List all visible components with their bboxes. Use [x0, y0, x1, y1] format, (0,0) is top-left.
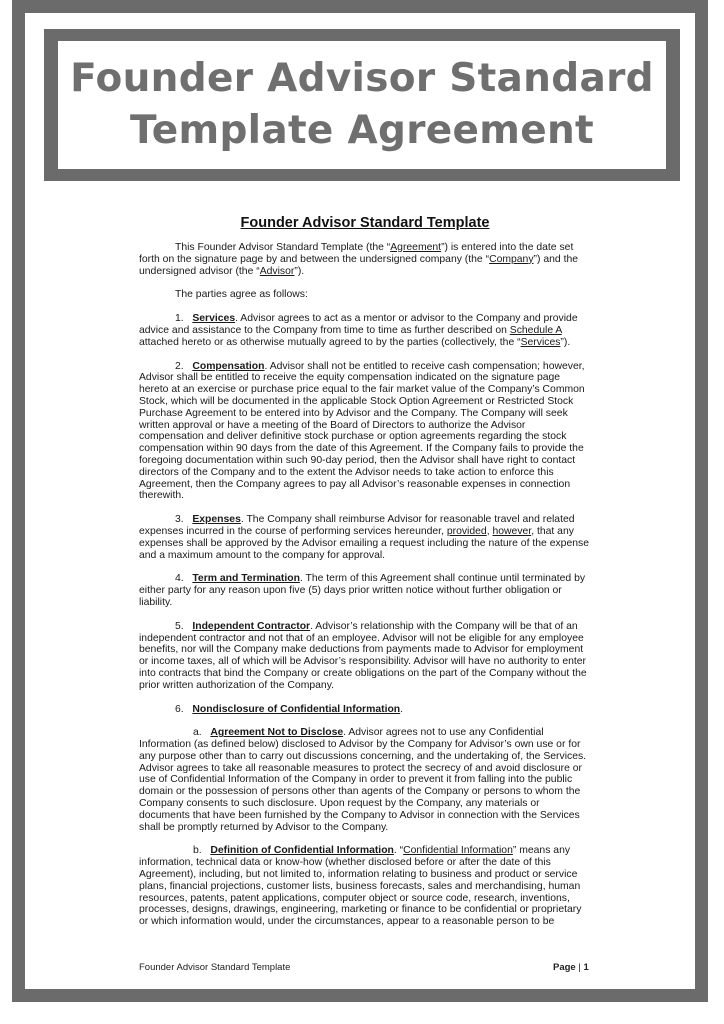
- section-heading: Definition of Confidential Information: [210, 845, 394, 857]
- defined-term-advisor: Advisor: [259, 265, 295, 277]
- section-expenses: 3. Expenses. The Company shall reimburse Advisor for reasonable travel and related expenses incurred in the course of performing services hereunder, provided, however, that any expenses shall be approved by the Advisor emailing a request including the nature of the expense and a maximum amount to the company for approval.: [139, 514, 589, 561]
- schedule-a-reference: Schedule A: [509, 324, 562, 336]
- defined-term-confidential-information: Confidential Information: [403, 845, 513, 857]
- section-compensation: 2. Compensation. Advisor shall not be entitled to receive cash compensation; however, Advisor shall be entitled to receive the equity compensation indicated on the signature page hereto at an exercise or purchase price equal to the fair market value of the Company’s Common Stock, which will be documented in the applicable Stock Option Agreement or Restricted Stock Purchase Agreement to be entered into by Advisor and the Company. The Company will seek written approval or have a meeting of the Board of Directors to authorize the Advisor compensation and deliver definitive stock purchase or option agreements regarding the stock compensation within 90 days from the date of this Agreement. If the Company fails to provide the foregoing documentation within such 90-day period, then the Advisor shall have right to contact directors of the Company and to the extent the Advisor needs to take action to enforce this Agreement, then the Company agrees to pay all Advisor’s reasonable expenses in connection therewith.: [139, 360, 585, 502]
- defined-term-company: Company: [489, 253, 534, 265]
- defined-term-services: Services: [520, 336, 561, 348]
- section-term-termination: 4. Term and Termination. The term of this Agreement shall continue until terminated by either party for any reason upon five (5) days prior written notice without further obligation or liability.: [139, 573, 586, 608]
- section-nondisclosure: 6. Nondisclosure of Confidential Information.: [175, 703, 404, 715]
- intro-paragraph: This Founder Advisor Standard Template (the “Agreement”) is entered into the date set forth on the signature page by and between the undersigned company (the “Company”) and the undersigned advisor (the “Advisor”).: [139, 242, 579, 277]
- section-heading: Expenses: [192, 514, 241, 526]
- banner-title-line-1: Founder Advisor Standard: [70, 56, 654, 101]
- section-heading: Term and Termination: [192, 573, 300, 585]
- section-heading: Compensation: [192, 360, 265, 372]
- defined-term-agreement: Agreement: [390, 242, 442, 253]
- subsection-agreement-not-to-disclose: a. Agreement Not to Disclose. Advisor agrees not to use any Confidential Information (as defined below) disclosed to Advisor by the Company for Advisor’s own use or for any purpose other than to carry out discussions concerning, and the undertaking of, the Services. Advisor agrees to take all reasonable measures to protect the secrecy of and avoid disclosure or use of Confidential Information of the Company in order to prevent it from falling into the public domain or the possession of persons other than agents of the Company or persons to whom the Company consents to such disclosure. Upon request by the Company, any materials or documents that have been furnished by the Company to Advisor in connection with the Services shall be promptly returned by Advisor to the Company.: [139, 727, 587, 833]
- document-body: [139, 214, 591, 940]
- footer-document-name: Founder Advisor Standard Template: [139, 962, 291, 973]
- document-title: Founder Advisor Standard Template: [240, 215, 490, 231]
- section-heading: Nondisclosure of Confidential Information: [192, 703, 401, 715]
- section-heading: Independent Contractor: [192, 620, 311, 632]
- banner-title-line-2: Template Agreement: [130, 108, 594, 153]
- section-heading: Agreement Not to Disclose: [210, 727, 344, 739]
- parties-paragraph: The parties agree as follows:: [175, 289, 308, 301]
- subsection-definition-confidential-information: b. Definition of Confidential Information. “Confidential Information” means any information, technical data or know-how (whether disclosed before or after the date of this Agreement), including, but not limited to, information relating to business and product or service plans, financial projections, customer lists, business forecasts, sales and merchandising, human resources, patents, patent applications, computer object or source code, research, inventions, processes, designs, drawings, engineering, marketing or finance to be confidential or proprietary or which information would, under the circumstances, appear to a reasonable person to be: [139, 845, 582, 928]
- footer-page-number: Page | 1: [553, 962, 589, 973]
- section-heading: Services: [192, 313, 236, 325]
- section-services: 1. Services. Advisor agrees to act as a mentor or advisor to the Company and provide advice and assistance to the Company from time to time as further described on Schedule A attached hereto or as otherwise mutually agreed to by the parties (collectively, the “Services”).: [139, 313, 578, 348]
- section-independent-contractor: 5. Independent Contractor. Advisor’s relationship with the Company will be that of an independent contractor and not that of an employee. Advisor will not be eligible for any employee benefits, nor will the Company make deductions from payments made to Advisor for employment or income taxes, all of which will be Advisor’s responsibility. Advisor will have no authority to enter into contracts that bind the Company or create obligations on the part of the Company without the prior written authorization of the Company.: [139, 620, 587, 691]
- title-banner: [58, 41, 666, 169]
